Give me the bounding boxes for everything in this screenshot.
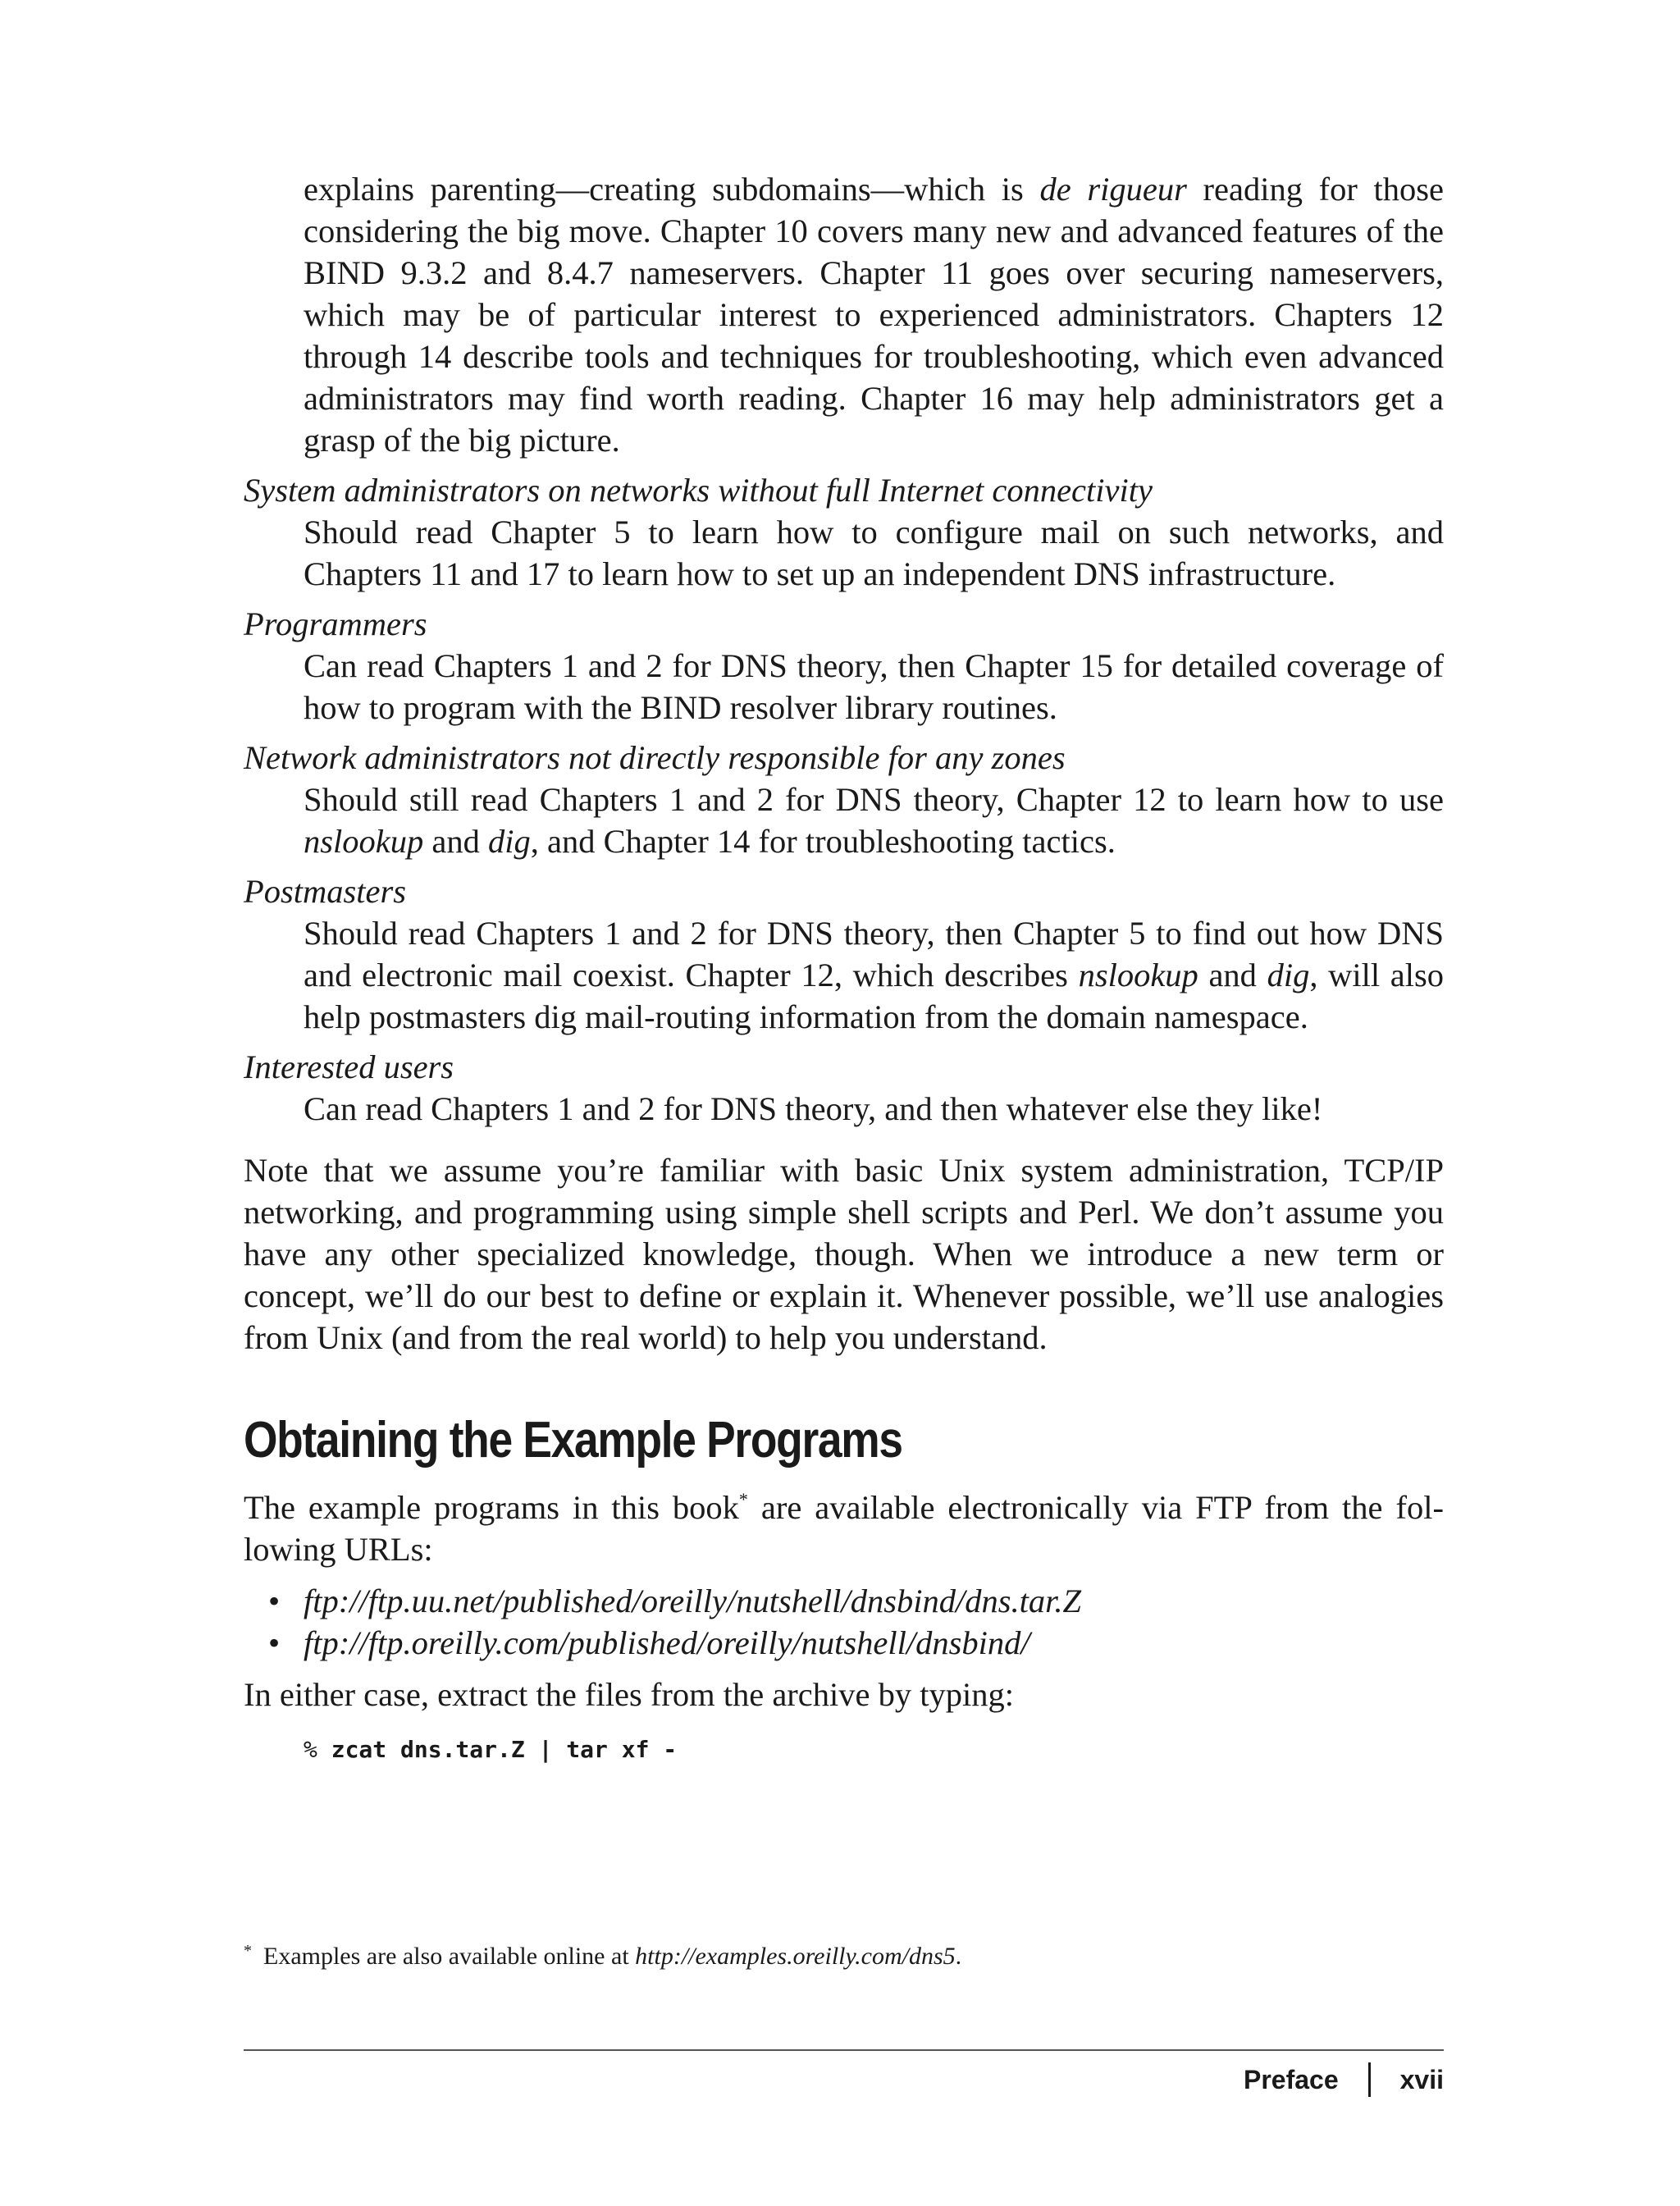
url-list-item[interactable] <box>244 1580 1444 1622</box>
intro-paragraph <box>304 168 1444 461</box>
page-number: xvii <box>1399 2064 1444 2094</box>
running-footer <box>1244 2059 1444 2100</box>
intro-emphasis: de rigueur <box>1039 171 1187 208</box>
bullet-icon: • <box>268 1583 281 1619</box>
footnote-end: . <box>955 1943 962 1970</box>
audience-term: System administrators on networks without full Internet connectivity <box>244 472 1153 509</box>
footnote-mark: * <box>244 1942 252 1960</box>
command-name: dig <box>487 823 531 860</box>
intro-text-start: explains parenting—creating subdomains—which is <box>304 171 1040 208</box>
audience-description: Can read Chapters 1 and 2 for DNS theory, and then whatever else they like! <box>304 1090 1323 1127</box>
url-list-item[interactable] <box>244 1622 1444 1664</box>
audience-term: Network administrators not directly responsible for any zones <box>244 739 1066 776</box>
desc-text: , and Chapter 14 for troubleshooting tactics. <box>530 823 1116 860</box>
url-list <box>244 1580 1444 1664</box>
ftp-link[interactable]: ftp://ftp.uu.net/published/oreilly/nutshell/dnsbind/dns.tar.Z <box>304 1583 1082 1619</box>
audience-description: Can read Chapters 1 and 2 for DNS theory, then Chapter 15 for detailed coverage of how to program with the BIND resolver library routines. <box>304 647 1444 726</box>
desc-text: Should read Chapters 1 and 2 for DNS theory, then Chapter 5 to find out how DNS and electronic mail coexist. Chapter 12, which describes <box>304 915 1444 993</box>
bullet-icon: • <box>268 1624 281 1661</box>
audience-term: Programmers <box>244 605 427 642</box>
footer-separator <box>1368 2062 1371 2097</box>
desc-text: , will also help postmasters dig mail-routing information from the domain namespace. <box>304 957 1444 1035</box>
code-block <box>304 1733 1444 1766</box>
shell-command: zcat dns.tar.Z | tar xf - <box>331 1736 678 1763</box>
footer-divider <box>244 2049 1444 2051</box>
audience-term: Postmasters <box>244 873 407 910</box>
example-intro-paragraph <box>244 1487 1444 1570</box>
audience-entry <box>244 737 1444 862</box>
footer-section-title: Preface <box>1243 2064 1339 2094</box>
audience-entry <box>244 1046 1444 1130</box>
audience-description: Should read Chapter 5 to learn how to configure mail on such networks, and Chapters 11 and 17 to learn how to set up an independent DNS infrastructure. <box>304 514 1444 592</box>
command-name: nslookup <box>304 823 424 860</box>
command-name: nslookup <box>1078 957 1198 993</box>
example-intro-text: The example programs in this book <box>244 1489 739 1526</box>
intro-text-end: reading for those considering the big move. Chapter 10 covers many new and advanced features of the BIND 9.3.2 and 8.4.7 nameservers. Chapter 11 goes over securing nameservers, which may be of particular interest to experienced administrators. Chapters 12 through 14 describe tools and techniques for troubleshooting, which even advanced administrators may find worth reading. Chapter 16 may help administrators get a grasp of the big picture. <box>304 171 1444 459</box>
footnote-reference[interactable]: * <box>738 1489 748 1509</box>
desc-text: Should still read Chapters 1 and 2 for DNS theory, Chapter 12 to learn how to use <box>304 781 1444 818</box>
audience-list <box>244 469 1444 1130</box>
audience-description <box>304 912 1444 1038</box>
footnote-text: Examples are also available online at <box>263 1943 636 1970</box>
audience-entry <box>244 603 1444 728</box>
audience-entry <box>244 870 1444 1038</box>
command-name: dig <box>1267 957 1310 993</box>
example-intro-text: are available electronically via FTP from the following URLs: <box>244 1489 1444 1568</box>
ftp-link[interactable]: ftp://ftp.oreilly.com/published/oreilly/nutshell/dnsbind/ <box>304 1624 1030 1661</box>
audience-entry <box>244 469 1444 595</box>
assumptions-paragraph: Note that we assume you’re familiar with basic Unix system administration, TCP/IP networking, and programming using simple shell scripts and Perl. We don’t assume you have any other specialized knowledge, though. When we introduce a new term or concept, we’ll do our best to define or explain it. Whenever possible, we’ll use analogies from Unix (and from the real world) to help you understand. <box>244 1152 1444 1356</box>
desc-text: and <box>423 823 488 860</box>
desc-text: and <box>1198 957 1267 993</box>
footnote <box>244 1934 1444 1973</box>
page-body <box>244 168 1444 1766</box>
footnote-link[interactable]: http://examples.oreilly.com/dns5 <box>635 1943 956 1970</box>
audience-term: Interested users <box>244 1048 454 1085</box>
extract-instruction: In either case, extract the files from the archive by typing: <box>244 1676 1014 1713</box>
shell-prompt: % <box>304 1736 331 1763</box>
section-heading: Obtaining the Example Programs <box>244 1412 902 1468</box>
audience-description <box>304 779 1444 862</box>
